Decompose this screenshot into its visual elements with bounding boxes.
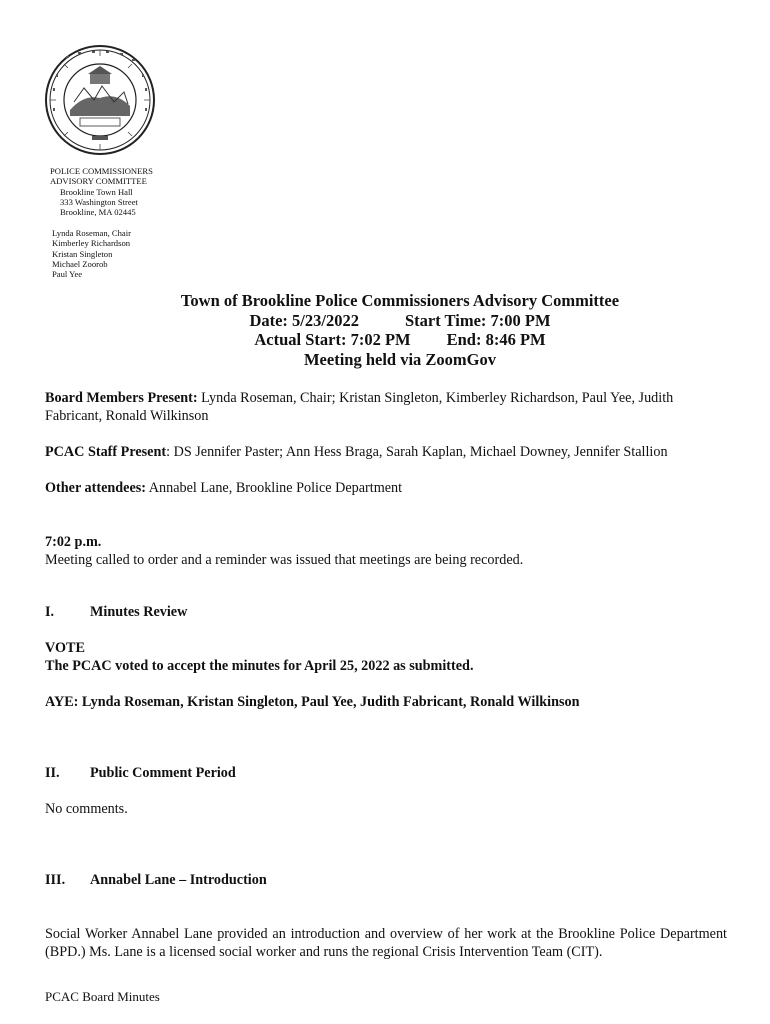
section-heading-public-comment [45, 765, 236, 782]
org-line: Brookline Town Hall [60, 186, 133, 197]
other-attendees-text: Annabel Lane, Brookline Police Department [146, 480, 403, 496]
section-heading-introduction [45, 872, 267, 889]
vote-text: The PCAC voted to accept the minutes for April 25, 2022 as submitted. [45, 658, 474, 674]
other-attendees-label: Other attendees: [45, 480, 146, 496]
section-title: Annabel Lane – Introduction [90, 872, 267, 888]
section-number: III. [45, 872, 66, 888]
staff-present [45, 443, 727, 461]
other-attendees [45, 479, 727, 497]
section-title: Minutes Review [90, 604, 188, 620]
town-seal-icon [44, 44, 156, 156]
page-footer: PCAC Board Minutes [45, 989, 160, 1004]
meeting-venue: Meeting held via ZoomGov [303, 349, 497, 369]
org-line: ADVISORY COMMITTEE [50, 176, 147, 187]
public-comment-text: No comments. [45, 801, 128, 817]
staff-label: PCAC Staff Present [45, 444, 167, 460]
meeting-title: Town of Brookline Police Commissioners Advisory Committee [180, 291, 620, 310]
introduction-text: Social Worker Annabel Lane provided an introduction and overview of her work at the Brookline Police Department (BPD.) Ms. Lane is a licensed social worker and runs the regional Crisis Intervention Team (CIT). [45, 926, 727, 960]
member-name: Kristan Singleton [52, 248, 113, 259]
board-members-text: Lynda Roseman, Chair; Kristan Singleton, Kimberley Richardson, Paul Yee, Judith Fabricant, Ronald Wilkinson [45, 390, 674, 424]
board-members-label: Board Members Present: [45, 390, 198, 406]
section-title: Public Comment Period [90, 765, 236, 781]
section-number: I. [45, 604, 55, 620]
section-heading-minutes-review [45, 604, 187, 621]
meeting-actual-start: Actual Start: 7:02 PM [254, 330, 411, 349]
org-line: Brookline, MA 02445 [60, 207, 136, 218]
meeting-end: End: 8:46 PM [446, 330, 546, 349]
member-name: Paul Yee [52, 269, 83, 280]
member-name: Kimberley Richardson [52, 238, 131, 249]
board-members-present [45, 389, 727, 425]
meeting-title-block [0, 291, 770, 369]
member-name: Michael Zoorob [52, 258, 108, 269]
opening-time: 7:02 p.m. [45, 534, 102, 550]
org-address-block [50, 166, 153, 217]
committee-members-list [52, 228, 131, 279]
meeting-actual-times-line [0, 330, 770, 350]
org-line: POLICE COMMISSIONERS [50, 166, 153, 176]
member-name: Lynda Roseman, Chair [52, 228, 132, 238]
org-line: 333 Washington Street [60, 196, 138, 207]
meeting-date-line [0, 311, 770, 331]
meeting-start-time: Start Time: 7:00 PM [404, 310, 551, 330]
section-number: II. [45, 765, 60, 781]
vote-label: VOTE [45, 640, 85, 656]
vote-aye: AYE: Lynda Roseman, Kristan Singleton, Paul Yee, Judith Fabricant, Ronald Wilkinson [45, 694, 580, 710]
staff-text: : DS Jennifer Paster; Ann Hess Braga, Sarah Kaplan, Michael Downey, Jennifer Stallion [166, 444, 668, 460]
opening-text: Meeting called to order and a reminder was issued that meetings are being recorded. [45, 552, 524, 568]
meeting-date: Date: 5/23/2022 [249, 310, 359, 330]
